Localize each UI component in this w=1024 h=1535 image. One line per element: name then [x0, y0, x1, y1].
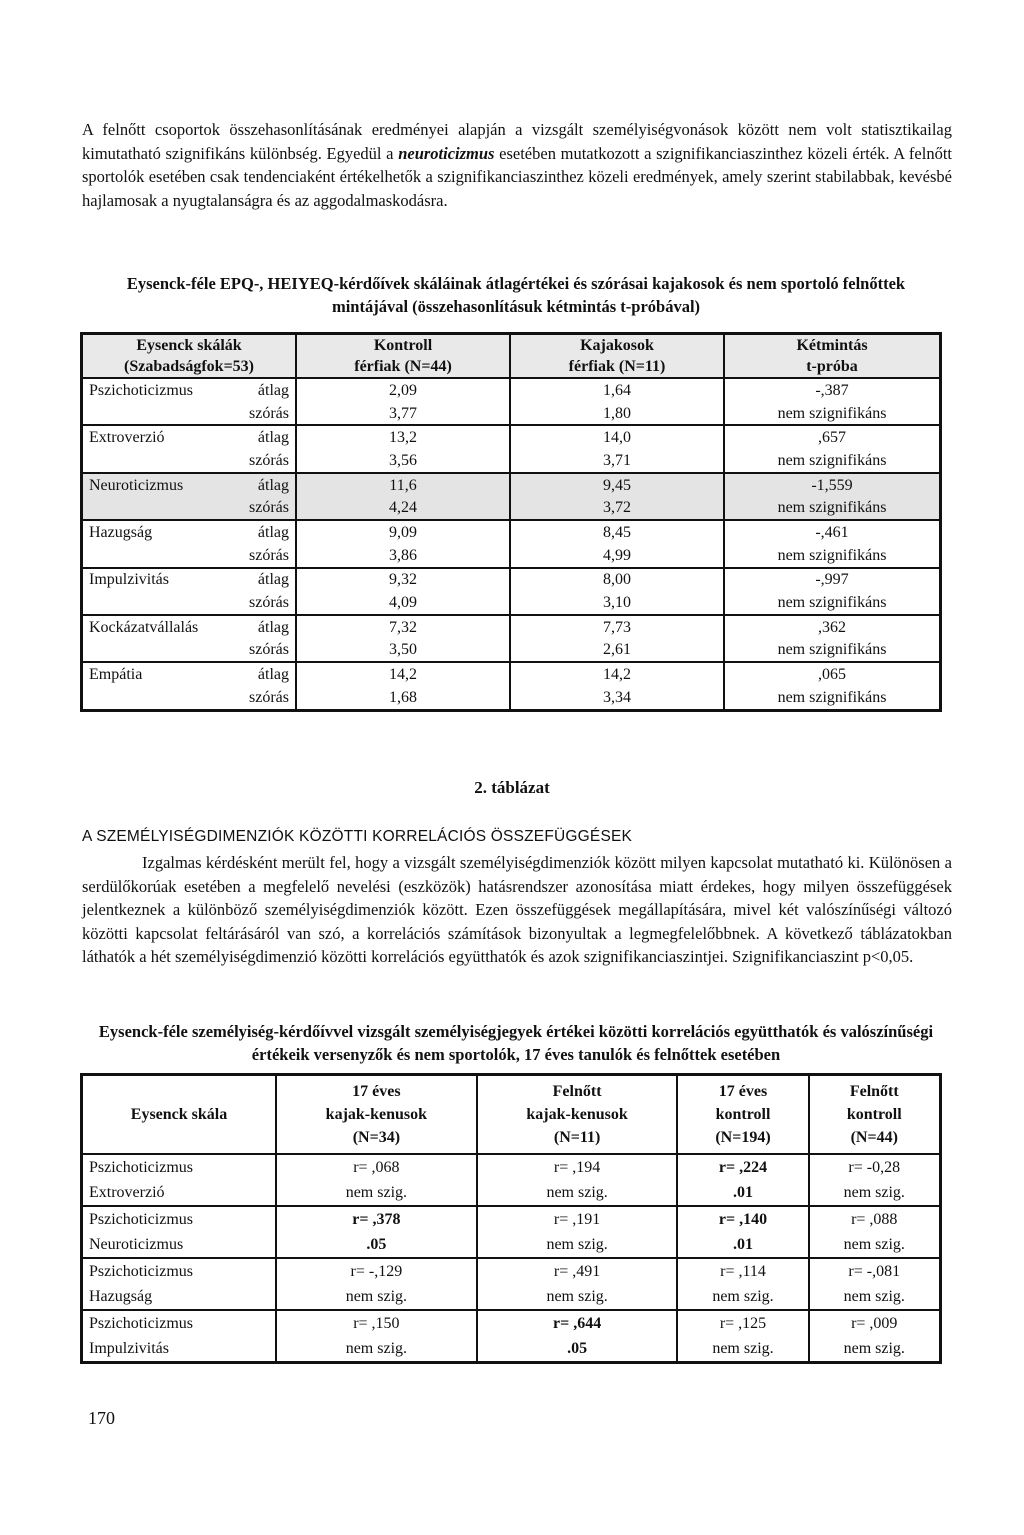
p-value-cell: nem szig. — [843, 1235, 905, 1253]
table-row — [82, 449, 941, 473]
scale-cell: szórás — [82, 639, 297, 663]
table-row — [82, 568, 941, 592]
scale-cell: szórás — [82, 591, 297, 615]
r-value-cell: r= ,140 — [677, 1206, 808, 1232]
r-value-cell: r= ,644 — [477, 1310, 678, 1336]
t2-header-col4: Felnőtt kontroll (N=44) — [809, 1075, 941, 1155]
r-value-cell: r= ,378 — [276, 1206, 477, 1232]
p-value-cell: nem szig. — [677, 1336, 808, 1363]
p-value-cell: nem szig. — [843, 1287, 905, 1305]
kajak-cell: 3,72 — [510, 496, 724, 520]
table-row — [82, 1284, 941, 1310]
scale-a-cell: Pszichoticizmus — [82, 1206, 277, 1232]
scale-cell: Hazugság átlag — [82, 520, 297, 544]
kontroll-cell: 11,6 — [296, 473, 510, 497]
scale-cell: szórás — [82, 686, 297, 710]
table2 — [80, 1073, 942, 1364]
ttest-cell: nem szignifikáns — [777, 404, 887, 422]
ttest-cell: nem szignifikáns — [777, 546, 887, 564]
scale-cell: szórás — [82, 402, 297, 426]
table-row — [82, 615, 941, 639]
kajak-cell: 14,0 — [510, 425, 724, 449]
kajak-cell: 3,10 — [510, 591, 724, 615]
t1-header-kajakosok: Kajakosok férfiak (N=11) — [510, 334, 724, 379]
table-row — [82, 1206, 941, 1232]
r-value-cell: r= ,150 — [276, 1310, 477, 1336]
table1 — [80, 332, 942, 712]
kontroll-cell: 14,2 — [296, 662, 510, 686]
p-value-cell: .01 — [677, 1232, 808, 1258]
table-row — [82, 473, 941, 497]
p-value-cell: nem szig. — [843, 1183, 905, 1201]
table-row — [82, 1336, 941, 1363]
t2-header-col3: 17 éves kontroll (N=194) — [677, 1075, 808, 1155]
table-row — [82, 544, 941, 568]
ttest-cell: ,657 — [724, 425, 941, 449]
kontroll-cell: 7,32 — [296, 615, 510, 639]
kontroll-cell: 3,86 — [296, 544, 510, 568]
kajak-cell: 8,00 — [510, 568, 724, 592]
kontroll-cell: 9,09 — [296, 520, 510, 544]
scale-cell: Pszichoticizmus átlag — [82, 378, 297, 402]
scale-cell: szórás — [82, 544, 297, 568]
section-paragraph: Izgalmas kérdésként merült fel, hogy a vizsgált személyiségdimenziók között milyen kapcsolat mutatható ki. Különösen a serdülőkorúak esetében a megfelelő nevelési (eszközök) hatásrendszer azonosítása miatt érdekes, hogy milyen összefüggések jelentkeznek a különböző személyiségdimenziók között. Ezen összefüggések megállapítására, mivel két valószínűségi változó közötti kapcsolat feltárásáról van szó, a korrelációs számítások bizonyultak a legmegfelelőbbnek. A következő táblázatokban láthatók a hét személyiségdimenzió közötti korrelációs együtthatók és azok szignifikanciaszintjei. Szignifikanciaszint p<0,05. — [82, 853, 952, 967]
kontroll-cell: 2,09 — [296, 378, 510, 402]
ttest-cell: -,997 — [724, 568, 941, 592]
p-value-cell: nem szig. — [276, 1180, 477, 1206]
section-heading: A SZEMÉLYISÉGDIMENZIÓK KÖZÖTTI KORRELÁCIÓS ÖSSZEFÜGGÉSEK — [82, 828, 633, 845]
table1-label: 2. táblázat — [474, 778, 550, 797]
kontroll-cell: 1,68 — [296, 686, 510, 710]
scale-a-cell: Pszichoticizmus — [82, 1310, 277, 1336]
t1-header-ttest: Kétmintás t-próba — [724, 334, 941, 379]
kontroll-cell: 4,24 — [296, 496, 510, 520]
r-value-cell: r= ,191 — [477, 1206, 678, 1232]
table-row — [82, 1180, 941, 1206]
p-value-cell: .05 — [477, 1336, 678, 1363]
r-value-cell: r= ,125 — [677, 1310, 808, 1336]
ttest-cell: -,387 — [724, 378, 941, 402]
ttest-cell: nem szignifikáns — [777, 688, 887, 706]
table-row — [82, 1154, 941, 1180]
r-value-cell: r= ,114 — [677, 1258, 808, 1284]
table-row — [82, 402, 941, 426]
kajak-cell: 3,71 — [510, 449, 724, 473]
intro-text-2: esetében mutatkozott a szignifikanciaszinthez közeli érték. A felnőtt sportolók esetében csak tendenciaként értékelhetők a szignifikanciaszinthez közeli eredmények, amely szerint stabilabbak, kevésbé hajlamosak a nyugtalanságra és az aggodalmaskodásra. — [82, 143, 952, 210]
ttest-cell: nem szignifikáns — [724, 496, 941, 520]
scale-cell: szórás — [82, 496, 297, 520]
table-row — [82, 686, 941, 710]
kajak-cell: 1,80 — [510, 402, 724, 426]
scale-cell: Extroverzió átlag — [82, 425, 297, 449]
p-value-cell: nem szig. — [276, 1336, 477, 1363]
table-row — [82, 520, 941, 544]
r-value-cell: r= ,491 — [477, 1258, 678, 1284]
scale-a-cell: Pszichoticizmus — [82, 1154, 277, 1180]
table-row — [82, 662, 941, 686]
table1-caption: Eysenck-féle EPQ-, HEIYEQ-kérdőívek skáláinak átlagértékei és szórásai kajakosok és nem sportoló felnőttek mintájával (összehasonlításuk kétmintás t-próbával) — [126, 274, 906, 316]
t2-header-col1: 17 éves kajak-kenusok (N=34) — [276, 1075, 477, 1155]
scale-b-cell: Hazugság — [82, 1284, 277, 1310]
table-row — [82, 639, 941, 663]
table-row — [82, 1232, 941, 1258]
r-value-cell: r= ,009 — [809, 1310, 941, 1336]
kajak-cell: 14,2 — [510, 662, 724, 686]
r-value-cell: r= ,224 — [677, 1154, 808, 1180]
ttest-cell: nem szignifikáns — [777, 451, 887, 469]
ttest-cell: -,461 — [724, 520, 941, 544]
kajak-cell: 2,61 — [510, 639, 724, 663]
t2-header-col2: Felnőtt kajak-kenusok (N=11) — [477, 1075, 678, 1155]
kontroll-cell: 3,50 — [296, 639, 510, 663]
ttest-cell: -1,559 — [724, 473, 941, 497]
scale-cell: Empátia átlag — [82, 662, 297, 686]
ttest-cell: ,065 — [724, 662, 941, 686]
p-value-cell: nem szig. — [477, 1232, 678, 1258]
r-value-cell: r= ,088 — [809, 1206, 941, 1232]
scale-cell: szórás — [82, 449, 297, 473]
scale-b-cell: Extroverzió — [82, 1180, 277, 1206]
ttest-cell: ,362 — [724, 615, 941, 639]
kajak-cell: 1,64 — [510, 378, 724, 402]
p-value-cell: nem szig. — [477, 1180, 678, 1206]
r-value-cell: r= -,129 — [276, 1258, 477, 1284]
scale-a-cell: Pszichoticizmus — [82, 1258, 277, 1284]
page-number: 170 — [88, 1408, 115, 1428]
r-value-cell: r= -0,28 — [809, 1154, 941, 1180]
scale-cell: Neuroticizmus átlag — [82, 473, 297, 497]
r-value-cell: r= ,068 — [276, 1154, 477, 1180]
intro-paragraph — [82, 118, 952, 212]
scale-b-cell: Impulzivitás — [82, 1336, 277, 1363]
kajak-cell: 3,34 — [510, 686, 724, 710]
p-value-cell: nem szig. — [477, 1284, 678, 1310]
scale-cell: Impulzivitás átlag — [82, 568, 297, 592]
kontroll-cell: 9,32 — [296, 568, 510, 592]
t2-header-scale: Eysenck skála — [82, 1075, 277, 1155]
intro-emphasis: neuroticizmus — [398, 143, 495, 163]
kajak-cell: 7,73 — [510, 615, 724, 639]
kontroll-cell: 4,09 — [296, 591, 510, 615]
p-value-cell: .05 — [276, 1232, 477, 1258]
table-row — [82, 378, 941, 402]
r-value-cell: r= -,081 — [809, 1258, 941, 1284]
scale-b-cell: Neuroticizmus — [82, 1232, 277, 1258]
kajak-cell: 9,45 — [510, 473, 724, 497]
table-row — [82, 1310, 941, 1336]
table-row — [82, 1258, 941, 1284]
intro-text-1: A felnőtt csoportok összehasonlításának eredményei alapján a vizsgált személyiségvonások között nem volt statisztikailag kimutatható szignifikáns különbség. Egyedül a — [82, 120, 952, 163]
ttest-cell: nem szignifikáns — [777, 641, 887, 659]
p-value-cell: nem szig. — [677, 1284, 808, 1310]
p-value-cell: nem szig. — [843, 1339, 905, 1357]
kontroll-cell: 3,77 — [296, 402, 510, 426]
scale-cell: Kockázatvállalás átlag — [82, 615, 297, 639]
table2-caption: Eysenck-féle személyiség-kérdőívvel vizsgált személyiségjegyek értékei közötti korrelációs együtthatók és valószínűségi értékeik versenyzők és nem sportolók, 17 éves tanulók és felnőttek esetében — [98, 1022, 934, 1064]
t1-header-kontroll: Kontroll férfiak (N=44) — [296, 334, 510, 379]
kajak-cell: 4,99 — [510, 544, 724, 568]
p-value-cell: nem szig. — [276, 1284, 477, 1310]
table-row — [82, 591, 941, 615]
t1-header-scales: Eysenck skálák (Szabadságfok=53) — [82, 334, 297, 379]
kontroll-cell: 3,56 — [296, 449, 510, 473]
r-value-cell: r= ,194 — [477, 1154, 678, 1180]
table-row — [82, 496, 941, 520]
kontroll-cell: 13,2 — [296, 425, 510, 449]
p-value-cell: .01 — [677, 1180, 808, 1206]
kajak-cell: 8,45 — [510, 520, 724, 544]
table-row — [82, 425, 941, 449]
ttest-cell: nem szignifikáns — [777, 594, 887, 612]
